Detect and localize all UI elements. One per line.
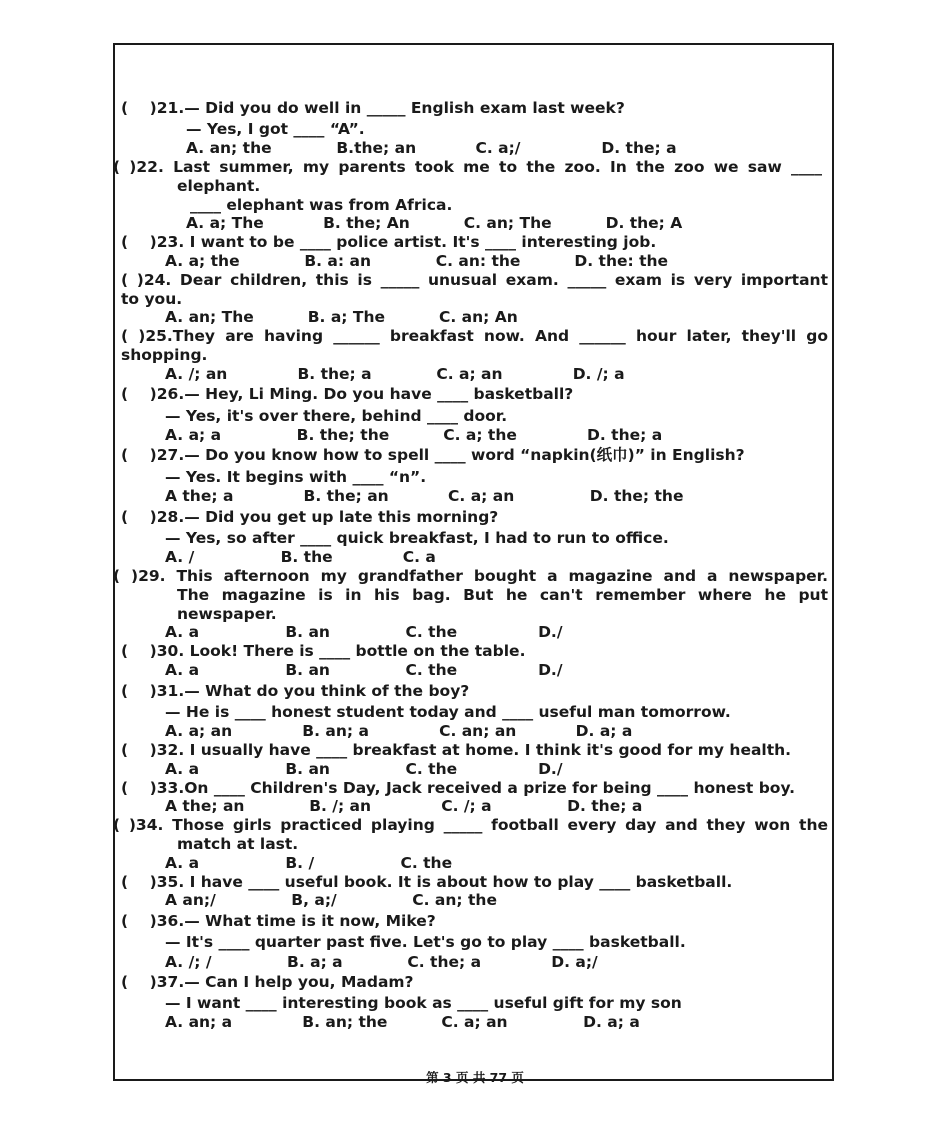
options: A. a B. an C. the D./ [165, 623, 563, 641]
options: A. an; the B.the; an C. a;/ D. the; a [186, 139, 677, 157]
question-26: ( )26.— Hey, Li Ming. Do you have ____ basketball? [121, 385, 574, 403]
options: A the; an B. /; an C. /; a D. the; a [165, 797, 643, 815]
question-text: match at last. [177, 835, 299, 853]
options: A. /; an B. the; a C. a; an D. /; a [165, 365, 625, 383]
question-33: ( )33.On ____ Children's Day, Jack received a prize for being ____ honest boy. [121, 779, 796, 797]
dialogue-line: — Yes, it's over there, behind ____ door. [165, 407, 508, 425]
options: A. an; a B. an; the C. a; an D. a; a [165, 1013, 640, 1031]
question-37: ( )37.— Can I help you, Madam? [121, 973, 414, 991]
options: A. a B. an C. the D./ [165, 760, 563, 778]
options: A. a; an B. an; a C. an; an D. a; a [165, 722, 633, 740]
options: A. / B. the C. a [165, 548, 436, 566]
options: A. an; The B. a; The C. an; An [165, 308, 518, 326]
question-32: ( )32. I usually have ____ breakfast at home. I think it's good for my health. [121, 741, 792, 759]
options: A an;/ B, a;/ C. an; the [165, 891, 497, 909]
options: A. /; / B. a; a C. the; a D. a;/ [165, 953, 598, 971]
question-text: to you. [121, 290, 183, 308]
question-30: ( )30. Look! There is ____ bottle on the table. [121, 642, 526, 660]
question-35: ( )35. I have ____ useful book. It is about how to play ____ basketball. [121, 873, 733, 891]
dialogue-line: — I want ____ interesting book as ____ useful gift for my son [165, 994, 682, 1012]
question-28: ( )28.— Did you get up late this morning? [121, 508, 499, 526]
dialogue-line: — He is ____ honest student today and ____ useful man tomorrow. [165, 703, 731, 721]
question-text: elephant. [177, 177, 261, 195]
dialogue-line: — Yes, I got ____ “A”. [186, 120, 365, 138]
question-34: ( )34. Those girls practiced playing _____ football every day and they won the [113, 816, 828, 834]
question-25: ( )25.They are having ______ breakfast now. And ______ hour later, they'll go [121, 327, 828, 345]
question-text: ____ elephant was from Africa. [190, 196, 453, 214]
question-21: ( )21.— Did you do well in _____ English exam last week? [121, 99, 625, 117]
question-text: newspaper. [177, 605, 277, 623]
question-23: ( )23. I want to be ____ police artist. It's ____ interesting job. [121, 233, 657, 251]
question-text: The magazine is in his bag. But he can't remember where he put [177, 586, 828, 604]
options: A. a; the B. a: an C. an: the D. the: the [165, 252, 669, 270]
question-31: ( )31.— What do you think of the boy? [121, 682, 470, 700]
dialogue-line: — It's ____ quarter past five. Let's go to play ____ basketball. [165, 933, 686, 951]
question-36: ( )36.— What time is it now, Mike? [121, 912, 436, 930]
question-22: ( )22. Last summer, my parents took me to the zoo. In the zoo we saw ____ [113, 158, 822, 176]
question-text: shopping. [121, 346, 208, 364]
options: A. a B. an C. the D./ [165, 661, 563, 679]
question-27: ( )27.— Do you know how to spell ____ word “napkin(纸巾)” in English? [121, 446, 745, 464]
options: A. a; The B. the; An C. an; The D. the; A [186, 214, 683, 232]
dialogue-line: — Yes. It begins with ____ “n”. [165, 468, 427, 486]
page-number: 第 3 页 共 77 页 [426, 1070, 524, 1085]
options: A. a; a B. the; the C. a; the D. the; a [165, 426, 663, 444]
options: A the; a B. the; an C. a; an D. the; the [165, 487, 684, 505]
dialogue-line: — Yes, so after ____ quick breakfast, I had to run to office. [165, 529, 669, 547]
question-24: ( )24. Dear children, this is _____ unusual exam. _____ exam is very important [121, 271, 828, 289]
options: A. a B. / C. the [165, 854, 453, 872]
question-29: ( )29. This afternoon my grandfather bought a magazine and a newspaper. [113, 567, 828, 585]
